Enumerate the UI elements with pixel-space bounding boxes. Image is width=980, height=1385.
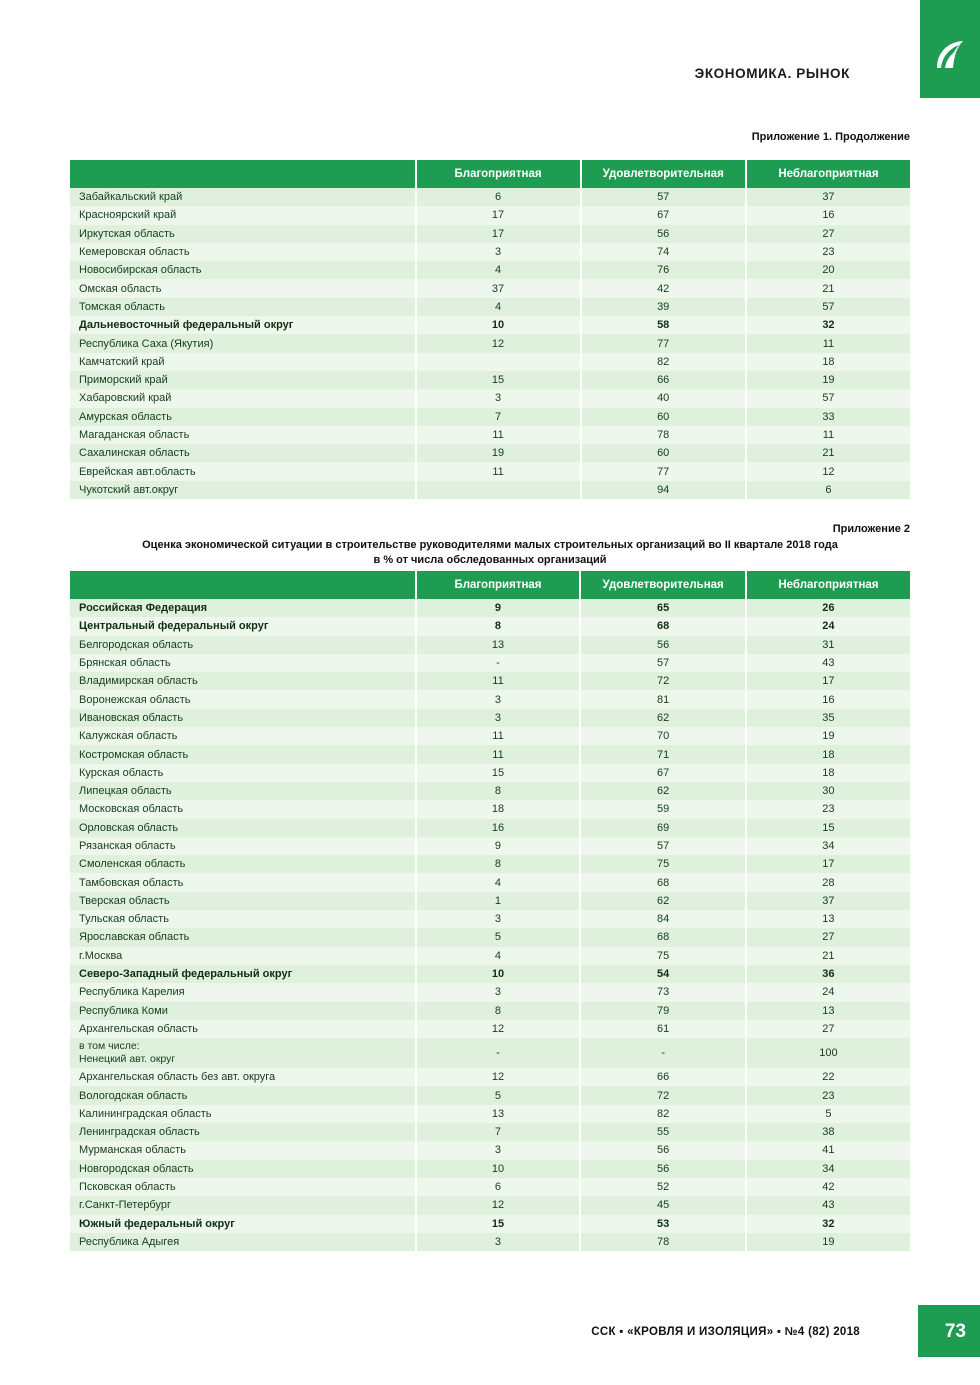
table-row	[70, 1123, 910, 1141]
cell-unfavorable: 19	[746, 371, 910, 389]
cell-satisfactory: 52	[580, 1178, 745, 1196]
cell-satisfactory: 84	[580, 910, 745, 928]
cell-unfavorable: 27	[746, 225, 910, 243]
cell-favorable: -	[416, 654, 581, 672]
cell-favorable: 8	[416, 855, 581, 873]
table-row	[70, 928, 910, 946]
cell-region-name: Республика Карелия	[70, 983, 416, 1001]
table-row	[70, 965, 910, 983]
cell-region-name: Смоленская область	[70, 855, 416, 873]
cell-favorable: 8	[416, 1002, 581, 1020]
appendix2-table	[70, 571, 910, 1251]
cell-satisfactory: 78	[580, 1233, 745, 1251]
table-row	[70, 599, 910, 617]
table-row	[70, 1002, 910, 1020]
cell-satisfactory: 73	[580, 983, 745, 1001]
table-row	[70, 654, 910, 672]
cell-region-name: Российская Федерация	[70, 599, 416, 617]
table-row	[70, 206, 910, 224]
cell-satisfactory: 76	[581, 261, 746, 279]
cell-satisfactory: 56	[580, 636, 745, 654]
cell-region-name-line1: в том числе:	[79, 1040, 140, 1053]
cell-unfavorable: 31	[746, 636, 910, 654]
cell-region-name: г.Москва	[70, 947, 416, 965]
table-row	[70, 727, 910, 745]
cell-favorable: 15	[416, 1215, 581, 1233]
cell-favorable: 6	[416, 188, 581, 206]
cell-satisfactory: 62	[580, 892, 745, 910]
cell-region-name: Новгородская область	[70, 1160, 416, 1178]
cell-unfavorable: 37	[746, 188, 910, 206]
cell-satisfactory: 56	[581, 225, 746, 243]
cell-region-name: Омская область	[70, 279, 416, 297]
cell-unfavorable: 24	[746, 617, 910, 635]
cell-unfavorable: 30	[746, 782, 910, 800]
cell-satisfactory: 55	[580, 1123, 745, 1141]
table-row	[70, 892, 910, 910]
table-row	[70, 1038, 910, 1068]
cell-unfavorable: 38	[746, 1123, 910, 1141]
cell-region-name: Курская область	[70, 764, 416, 782]
table-row	[70, 261, 910, 279]
cell-unfavorable: 34	[746, 837, 910, 855]
cell-satisfactory: 82	[580, 1105, 745, 1123]
table-row	[70, 1105, 910, 1123]
table-row	[70, 636, 910, 654]
cell-region-name: Брянская область	[70, 654, 416, 672]
cell-unfavorable: 16	[746, 690, 910, 708]
cell-favorable: 11	[416, 672, 581, 690]
cell-favorable: 4	[416, 873, 581, 891]
cell-satisfactory: 75	[580, 947, 745, 965]
cell-unfavorable: 11	[746, 426, 910, 444]
table-row	[70, 873, 910, 891]
cell-satisfactory: 65	[580, 599, 745, 617]
cell-satisfactory: 68	[580, 928, 745, 946]
column-header-unfavorable: Неблагоприятная	[746, 571, 910, 599]
cell-satisfactory: 60	[581, 444, 746, 462]
cell-unfavorable: 11	[746, 334, 910, 352]
table-row	[70, 1020, 910, 1038]
cell-unfavorable: 17	[746, 672, 910, 690]
cell-satisfactory: 61	[580, 1020, 745, 1038]
cell-satisfactory: 75	[580, 855, 745, 873]
cell-satisfactory: 56	[580, 1160, 745, 1178]
table-header-row	[70, 160, 910, 188]
cell-region-name: Тамбовская область	[70, 873, 416, 891]
table-row	[70, 316, 910, 334]
cell-region-name: Камчатский край	[70, 353, 416, 371]
cell-unfavorable: 23	[746, 243, 910, 261]
cell-region-name: Тульская область	[70, 910, 416, 928]
cell-region-name: Калининградская область	[70, 1105, 416, 1123]
cell-favorable: 10	[416, 316, 581, 334]
column-header-satisfactory: Удовлетворительная	[581, 160, 746, 188]
table-row	[70, 800, 910, 818]
cell-satisfactory: 62	[580, 709, 745, 727]
cell-favorable: 11	[416, 727, 581, 745]
table-row	[70, 426, 910, 444]
cell-region-name: Костромская область	[70, 745, 416, 763]
cell-satisfactory: 68	[580, 873, 745, 891]
cell-favorable: 6	[416, 1178, 581, 1196]
table-row	[70, 279, 910, 297]
cell-unfavorable: 32	[746, 316, 910, 334]
cell-satisfactory: 67	[581, 206, 746, 224]
table-row	[70, 1178, 910, 1196]
cell-region-name: Северо-Западный федеральный округ	[70, 965, 416, 983]
cell-satisfactory: 77	[581, 462, 746, 480]
page-number: 73	[944, 1321, 966, 1342]
cell-region-name-line2: Ненецкий авт. округ	[79, 1053, 176, 1066]
cell-favorable: 15	[416, 764, 581, 782]
cell-unfavorable: 15	[746, 819, 910, 837]
cell-unfavorable: 100	[746, 1038, 910, 1068]
cell-satisfactory: 79	[580, 1002, 745, 1020]
cell-satisfactory: 60	[581, 408, 746, 426]
cell-unfavorable: 21	[746, 279, 910, 297]
cell-satisfactory: 62	[580, 782, 745, 800]
cell-region-name: Магаданская область	[70, 426, 416, 444]
cell-satisfactory: 71	[580, 745, 745, 763]
table-row	[70, 462, 910, 480]
column-header-favorable: Благоприятная	[416, 160, 581, 188]
cell-unfavorable: 35	[746, 709, 910, 727]
cell-unfavorable: 28	[746, 873, 910, 891]
cell-favorable: 17	[416, 225, 581, 243]
cell-satisfactory: 39	[581, 298, 746, 316]
cell-unfavorable: 23	[746, 1086, 910, 1104]
cell-favorable: 17	[416, 206, 581, 224]
cell-favorable: 4	[416, 261, 581, 279]
cell-satisfactory: 54	[580, 965, 745, 983]
cell-region-name: Иркутская область	[70, 225, 416, 243]
table-header-row	[70, 571, 910, 599]
table-row	[70, 837, 910, 855]
table-row	[70, 672, 910, 690]
cell-satisfactory: 66	[581, 371, 746, 389]
cell-region-name: Забайкальский край	[70, 188, 416, 206]
cell-unfavorable: 21	[746, 947, 910, 965]
cell-unfavorable: 13	[746, 910, 910, 928]
table-row	[70, 334, 910, 352]
cell-unfavorable: 6	[746, 481, 910, 499]
cell-satisfactory: 82	[581, 353, 746, 371]
footer-publication-info: ССК ▪ «КРОВЛЯ И ИЗОЛЯЦИЯ» ▪ №4 (82) 2018	[591, 1326, 860, 1338]
cell-satisfactory: 68	[580, 617, 745, 635]
table-row	[70, 481, 910, 499]
cell-region-name: Приморский край	[70, 371, 416, 389]
cell-region-name: Южный федеральный округ	[70, 1215, 416, 1233]
cell-favorable: 5	[416, 1086, 581, 1104]
cell-favorable: 10	[416, 965, 581, 983]
column-header-unfavorable: Неблагоприятная	[746, 160, 910, 188]
cell-favorable: 16	[416, 819, 581, 837]
cell-unfavorable: 42	[746, 1178, 910, 1196]
section-title: ЭКОНОМИКА. РЫНОК	[694, 66, 850, 81]
table-row	[70, 353, 910, 371]
cell-region-name: Красноярский край	[70, 206, 416, 224]
cell-unfavorable: 27	[746, 1020, 910, 1038]
table-row	[70, 910, 910, 928]
cell-favorable: 12	[416, 334, 581, 352]
cell-favorable	[416, 481, 581, 499]
cell-favorable: 9	[416, 837, 581, 855]
appendix1-table-body	[70, 188, 910, 499]
cell-unfavorable: 57	[746, 389, 910, 407]
cell-favorable: 13	[416, 1105, 581, 1123]
cell-favorable: 3	[416, 1233, 581, 1251]
cell-favorable: 11	[416, 745, 581, 763]
cell-satisfactory: 53	[580, 1215, 745, 1233]
table-row	[70, 371, 910, 389]
cell-region-name: Республика Саха (Якутия)	[70, 334, 416, 352]
cell-region-name: Сахалинская область	[70, 444, 416, 462]
cell-unfavorable: 22	[746, 1068, 910, 1086]
table-row	[70, 745, 910, 763]
table-row	[70, 408, 910, 426]
table-row	[70, 444, 910, 462]
cell-unfavorable: 24	[746, 983, 910, 1001]
cell-favorable: 3	[416, 389, 581, 407]
cell-unfavorable: 43	[746, 1196, 910, 1214]
table-row	[70, 243, 910, 261]
column-header-satisfactory: Удовлетворительная	[580, 571, 745, 599]
cell-favorable: 12	[416, 1068, 581, 1086]
cell-satisfactory: 67	[580, 764, 745, 782]
cell-satisfactory: 42	[581, 279, 746, 297]
table-row	[70, 690, 910, 708]
cell-favorable: 13	[416, 636, 581, 654]
cell-satisfactory: -	[580, 1038, 745, 1068]
cell-favorable: 4	[416, 947, 581, 965]
cell-satisfactory: 58	[581, 316, 746, 334]
cell-region-name: Тверская область	[70, 892, 416, 910]
cell-unfavorable: 36	[746, 965, 910, 983]
cell-favorable: 12	[416, 1020, 581, 1038]
cell-unfavorable: 20	[746, 261, 910, 279]
cell-region-name: Воронежская область	[70, 690, 416, 708]
table-row	[70, 225, 910, 243]
table-row	[70, 764, 910, 782]
cell-favorable: 37	[416, 279, 581, 297]
table-row	[70, 709, 910, 727]
cell-favorable: 3	[416, 690, 581, 708]
cell-favorable: 1	[416, 892, 581, 910]
cell-region-name: Ивановская область	[70, 709, 416, 727]
cell-region-name: Дальневосточный федеральный округ	[70, 316, 416, 334]
table-row	[70, 1160, 910, 1178]
cell-satisfactory: 81	[580, 690, 745, 708]
cell-satisfactory: 72	[580, 672, 745, 690]
cell-favorable: 19	[416, 444, 581, 462]
cell-unfavorable: 19	[746, 727, 910, 745]
cell-unfavorable: 26	[746, 599, 910, 617]
cell-unfavorable: 16	[746, 206, 910, 224]
appendix2-caption	[70, 538, 910, 568]
cell-unfavorable: 27	[746, 928, 910, 946]
cell-satisfactory: 57	[580, 654, 745, 672]
table-row	[70, 1233, 910, 1251]
cell-region-name: Вологодская область	[70, 1086, 416, 1104]
cell-region-name: Рязанская область	[70, 837, 416, 855]
cell-region-name: Чукотский авт.округ	[70, 481, 416, 499]
cell-satisfactory: 69	[580, 819, 745, 837]
cell-region-name: Республика Адыгея	[70, 1233, 416, 1251]
table-row	[70, 389, 910, 407]
cell-unfavorable: 17	[746, 855, 910, 873]
cell-satisfactory: 66	[580, 1068, 745, 1086]
appendix1-label: Приложение 1. Продолжение	[751, 131, 910, 143]
cell-region-name: Псковская область	[70, 1178, 416, 1196]
cell-unfavorable: 18	[746, 353, 910, 371]
cell-favorable: 3	[416, 910, 581, 928]
column-header-region	[70, 571, 416, 599]
cell-region-name: Амурская область	[70, 408, 416, 426]
cell-favorable: 8	[416, 782, 581, 800]
cell-unfavorable: 21	[746, 444, 910, 462]
cell-unfavorable: 5	[746, 1105, 910, 1123]
appendix2-caption-line1: Оценка экономической ситуации в строительстве руководителями малых строительных организаций во II квартале 2018 года	[142, 539, 838, 551]
cell-satisfactory: 45	[580, 1196, 745, 1214]
cell-region-name: г.Санкт-Петербург	[70, 1196, 416, 1214]
cell-satisfactory: 59	[580, 800, 745, 818]
cell-region-name: Еврейская авт.область	[70, 462, 416, 480]
table-row	[70, 983, 910, 1001]
cell-favorable: -	[416, 1038, 581, 1068]
cell-favorable: 8	[416, 617, 581, 635]
cell-unfavorable: 13	[746, 1002, 910, 1020]
cell-region-name: Новосибирская область	[70, 261, 416, 279]
cell-favorable: 7	[416, 1123, 581, 1141]
logo-block	[920, 0, 980, 98]
table-row	[70, 298, 910, 316]
cell-satisfactory: 94	[581, 481, 746, 499]
cell-region-name: Кемеровская область	[70, 243, 416, 261]
table-row	[70, 947, 910, 965]
table-row	[70, 819, 910, 837]
cell-region-name: Томская область	[70, 298, 416, 316]
cell-satisfactory: 74	[581, 243, 746, 261]
cell-satisfactory: 57	[580, 837, 745, 855]
cell-unfavorable: 57	[746, 298, 910, 316]
cell-region-name: Ярославская область	[70, 928, 416, 946]
cell-favorable: 3	[416, 983, 581, 1001]
cell-unfavorable: 41	[746, 1141, 910, 1159]
cell-favorable: 11	[416, 426, 581, 444]
table-row	[70, 1196, 910, 1214]
cell-region-name: Архангельская область	[70, 1020, 416, 1038]
cell-region-name: Центральный федеральный округ	[70, 617, 416, 635]
cell-region-name: Республика Коми	[70, 1002, 416, 1020]
cell-favorable: 15	[416, 371, 581, 389]
leaf-logo-icon	[932, 38, 968, 72]
cell-favorable: 5	[416, 928, 581, 946]
cell-favorable: 7	[416, 408, 581, 426]
cell-unfavorable: 18	[746, 764, 910, 782]
cell-unfavorable: 43	[746, 654, 910, 672]
cell-favorable: 9	[416, 599, 581, 617]
cell-favorable	[416, 353, 581, 371]
cell-region-name: Липецкая область	[70, 782, 416, 800]
cell-region-name: Орловская область	[70, 819, 416, 837]
cell-unfavorable: 34	[746, 1160, 910, 1178]
cell-favorable: 12	[416, 1196, 581, 1214]
cell-unfavorable: 19	[746, 1233, 910, 1251]
table-row	[70, 617, 910, 635]
page-header	[0, 0, 980, 110]
cell-satisfactory: 77	[581, 334, 746, 352]
table-row	[70, 855, 910, 873]
cell-region-name: Калужская область	[70, 727, 416, 745]
table-row	[70, 188, 910, 206]
cell-region-name: Владимирская область	[70, 672, 416, 690]
cell-region-name: Ленинградская область	[70, 1123, 416, 1141]
cell-favorable: 11	[416, 462, 581, 480]
appendix2-table-body	[70, 599, 910, 1251]
cell-favorable: 3	[416, 1141, 581, 1159]
cell-satisfactory: 70	[580, 727, 745, 745]
cell-favorable: 4	[416, 298, 581, 316]
cell-unfavorable: 33	[746, 408, 910, 426]
appendix2-caption-line2: в % от числа обследованных организаций	[373, 554, 607, 566]
cell-unfavorable: 18	[746, 745, 910, 763]
table-row	[70, 1086, 910, 1104]
cell-favorable: 3	[416, 243, 581, 261]
table-row	[70, 782, 910, 800]
table-row	[70, 1215, 910, 1233]
cell-region-name: Архангельская область без авт. округа	[70, 1068, 416, 1086]
cell-region-name	[70, 1038, 416, 1068]
cell-region-name: Мурманская область	[70, 1141, 416, 1159]
cell-region-name: Московская область	[70, 800, 416, 818]
table-row	[70, 1068, 910, 1086]
cell-unfavorable: 23	[746, 800, 910, 818]
cell-favorable: 10	[416, 1160, 581, 1178]
appendix1-table	[70, 160, 910, 499]
cell-unfavorable: 12	[746, 462, 910, 480]
cell-satisfactory: 72	[580, 1086, 745, 1104]
cell-unfavorable: 32	[746, 1215, 910, 1233]
cell-satisfactory: 40	[581, 389, 746, 407]
cell-unfavorable: 37	[746, 892, 910, 910]
cell-favorable: 3	[416, 709, 581, 727]
column-header-region	[70, 160, 416, 188]
cell-region-name: Хабаровский край	[70, 389, 416, 407]
cell-satisfactory: 56	[580, 1141, 745, 1159]
appendix2-label: Приложение 2	[832, 523, 910, 535]
cell-satisfactory: 78	[581, 426, 746, 444]
column-header-favorable: Благоприятная	[416, 571, 581, 599]
cell-region-name: Белгородская область	[70, 636, 416, 654]
cell-favorable: 18	[416, 800, 581, 818]
cell-satisfactory: 57	[581, 188, 746, 206]
table-row	[70, 1141, 910, 1159]
